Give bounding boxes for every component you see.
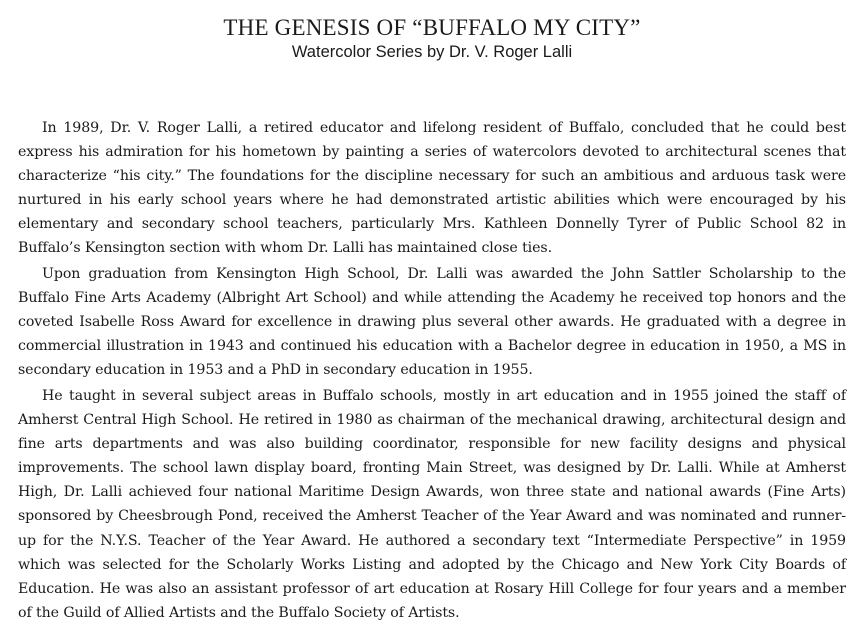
body-paragraph-2: Upon graduation from Kensington High School, Dr. Lalli was awarded the John Sattler Scholarship to the Buffalo Fine Arts Academy (Albright Art School) and while attending the Academy he received top honors and the coveted Isabelle Ross Award for excellence in drawing plus several other awards. He graduated with a degree in commercial illustration in 1943 and continued his education with a Bachelor degree in education in 1950, a MS in secondary education in 1953 and a PhD in secondary education in 1955.	[18, 266, 846, 379]
document-title: THE GENESIS OF “BUFFALO MY CITY”	[223, 15, 641, 40]
body-paragraph-1: In 1989, Dr. V. Roger Lalli, a retired educator and lifelong resident of Buffalo, concluded that he could best express his admiration for his hometown by painting a series of watercolors devoted to architectural scenes that characterize “his city.” The foundations for the discipline necessary for such an ambitious and arduous task were nurtured in his early school years where he had demonstrated artistic abilities which were encouraged by his elementary and secondary school teachers, particularly Mrs. Kathleen Donnelly Tyrer of Public School 82 in Buffalo’s Kensington section with whom Dr. Lalli has maintained close ties.	[18, 120, 846, 257]
body-paragraph-3: He taught in several subject areas in Buffalo schools, mostly in art education and in 1955 joined the staff of Amherst Central High School. He retired in 1980 as chairman of the mechanical drawing, architectural design and fine arts departments and was also building coordinator, responsible for new facility designs and physical improvements. The school lawn display board, fronting Main Street, was designed by Dr. Lalli. While at Amherst High, Dr. Lalli achieved four national Maritime Design Awards, won three state and national awards (Fine Arts) sponsored by Cheesbrough Pond, received the Amherst Teacher of the Year Award and was nominated and runner-up for the N.Y.S. Teacher of the Year Award. He authored a secondary text “Intermediate Perspective” in 1959 which was selected for the Scholarly Works Listing and adopted by the Chicago and New York City Boards of Education. He was also an assistant professor of art education at Rosary Hill College for four years and a member of the Guild of Allied Artists and the Buffalo Society of Artists.	[18, 388, 846, 621]
document-subtitle: Watercolor Series by Dr. V. Roger Lalli	[291, 43, 573, 61]
